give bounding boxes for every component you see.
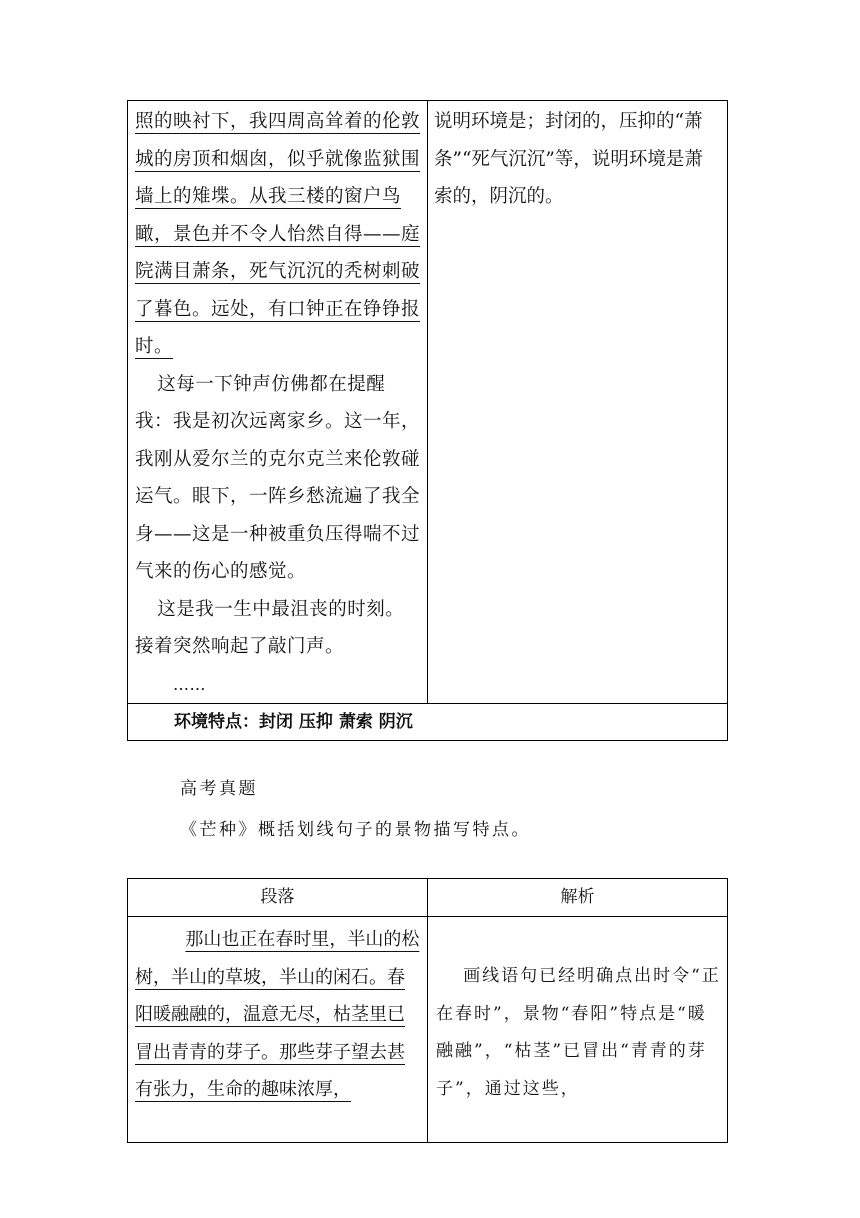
passage-cell bbox=[128, 917, 428, 1143]
section-heading: 高考真题 bbox=[180, 779, 258, 799]
analysis-table-top bbox=[127, 100, 728, 741]
environment-summary: 环境特点：封闭 压抑 萧索 阴沉 bbox=[174, 712, 413, 732]
ellipsis: …… bbox=[173, 674, 206, 694]
analysis-text: 画线语句已经明确点出时令“正在春时”，景物“春阳”特点是“暖融融”，“枯茎”已冒出“青青的芽子”，通过这些， bbox=[436, 966, 721, 1099]
analysis-cell bbox=[428, 101, 728, 704]
question-prompt: 《芒种》概括划线句子的景物描写特点。 bbox=[180, 820, 531, 840]
analysis-text: 说明环境是；封闭的，压抑的“萧条”“死气沉沉”等，说明环境是萧索的，阴沉的。 bbox=[434, 111, 703, 207]
underlined-passage: 照的映衬下，我四周高耸着的伦敦城的房顶和烟囱，似乎就像监狱围墙上的雉堞。从我三楼的窗户鸟瞰，景色并不令人怡然自得——庭院满目萧条，死气沉沉的秃树刺破了暮色。远处，有口钟正在铮铮报时。 bbox=[135, 111, 421, 357]
passage-paragraph: 这是我一生中最沮丧的时刻。接着突然响起了敲门声。 bbox=[135, 598, 405, 657]
passage-cell bbox=[128, 101, 428, 704]
underlined-passage: 那山也正在春时里，半山的松树，半山的草坡，半山的闲石。春阳暖融融的，温意无尽，枯茎里已冒出青青的芽子。那些芽子望去甚有张力，生命的趣味浓厚， bbox=[135, 929, 420, 1100]
summary-cell bbox=[128, 704, 728, 741]
analysis-cell bbox=[428, 917, 728, 1143]
column-header-analysis: 解析 bbox=[428, 879, 728, 917]
passage-paragraph: 这每一下钟声仿佛都在提醒我：我是初次远离家乡。这一年，我刚从爱尔兰的克尔克兰来伦敦碰运气。眼下，一阵乡愁流遍了我全身——这是一种被重负压得喘不过气来的伤心的感觉。 bbox=[135, 373, 421, 582]
column-header-passage: 段落 bbox=[128, 879, 428, 917]
analysis-table-bottom bbox=[127, 878, 728, 1143]
